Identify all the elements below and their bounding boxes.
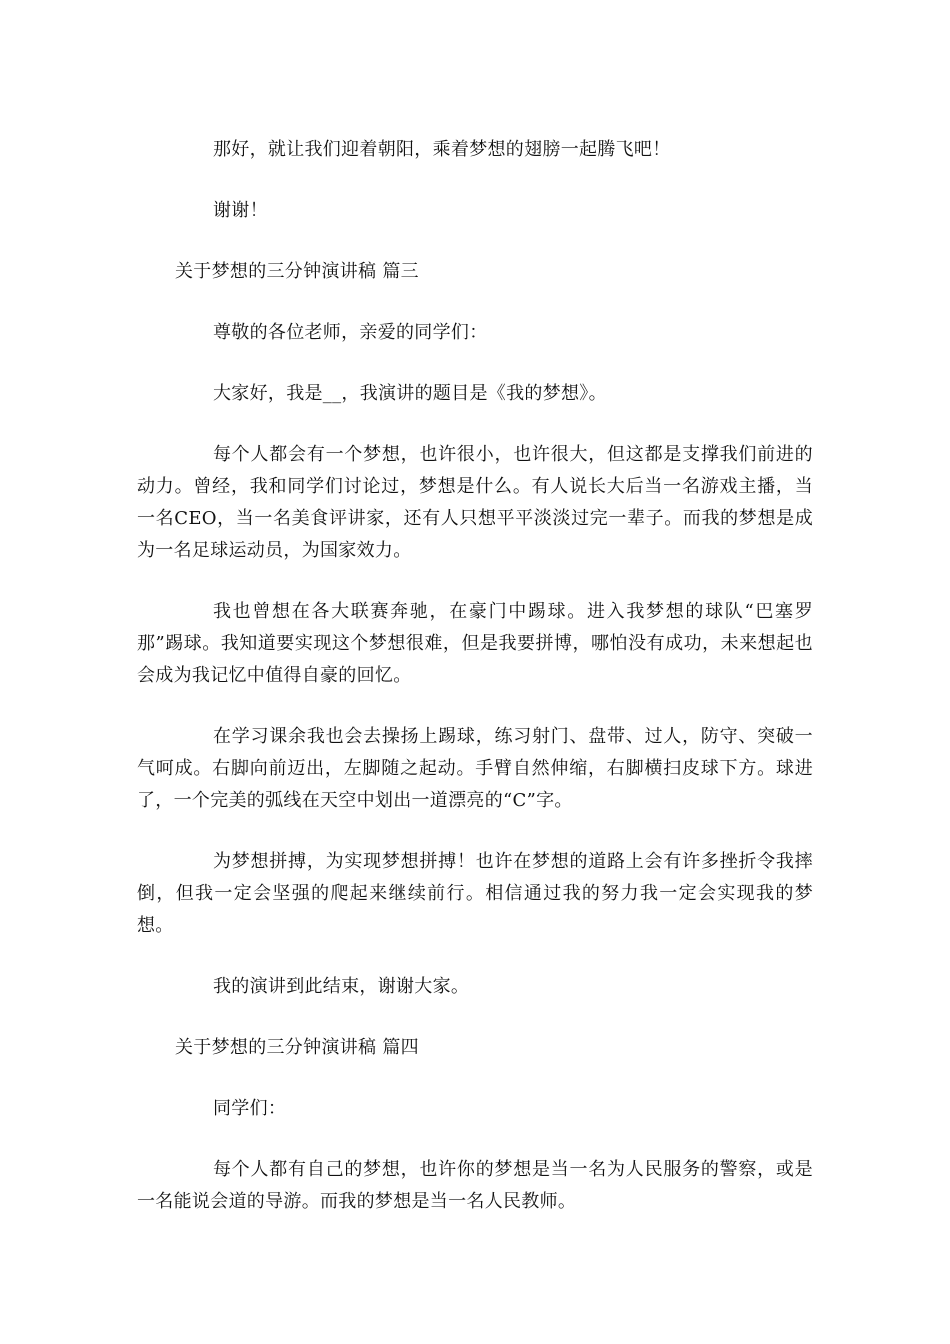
paragraph-dream-intro: 每个人都会有一个梦想，也许很小，也许很大，但这都是支撑我们前进的动力。曾经，我和同学们讨论过，梦想是什么。有人说长大后当一名游戏主播，当一名CEO，当一名美食评讲家，还有人只想平平淡淡过完一辈子。而我的梦想是成为一名足球运动员，为国家效力。 <box>137 444 813 561</box>
paragraph-intro: 大家好，我是__，我演讲的题目是《我的梦想》。 <box>213 383 607 404</box>
paragraph-teacher-dream: 每个人都有自己的梦想，也许你的梦想是当一名为人民服务的警察，或是一名能说会道的导游。而我的梦想是当一名人民教师。 <box>137 1159 813 1212</box>
paragraph-persevere: 为梦想拼搏，为实现梦想拼搏！也许在梦想的道路上会有许多挫折令我摔倒，但我一定会坚强的爬起来继续前行。相信通过我的努力我一定会实现我的梦想。 <box>137 851 813 936</box>
paragraph-end: 我的演讲到此结束，谢谢大家。 <box>213 976 470 997</box>
paragraph-greeting: 尊敬的各位老师，亲爱的同学们： <box>213 322 488 343</box>
paragraph-thanks: 谢谢！ <box>213 200 268 221</box>
section-heading-part-three: 关于梦想的三分钟演讲稿 篇三 <box>175 261 419 282</box>
paragraph-dream-team: 我也曾想在各大联赛奔驰，在豪门中踢球。进入我梦想的球队“巴塞罗那”踢球。我知道要实现这个梦想很难，但是我要拼博，哪怕没有成功，未来想起也会成为我记忆中值得自豪的回忆。 <box>137 601 813 686</box>
section-heading-part-four: 关于梦想的三分钟演讲稿 篇四 <box>175 1037 419 1058</box>
paragraph-closing-line: 那好，就让我们迎着朝阳，乘着梦想的翅膀一起腾飞吧！ <box>213 139 671 160</box>
paragraph-classmates: 同学们： <box>213 1098 287 1119</box>
paragraph-practice: 在学习课余我也会去操扬上踢球，练习射门、盘带、过人，防守、突破一气呵成。右脚向前迈出，左脚随之起动。手臂自然伸缩，右脚横扫皮球下方。球进了，一个完美的弧线在天空中划出一道漂亮的“C”字。 <box>137 726 813 811</box>
document-body <box>137 134 813 1218</box>
